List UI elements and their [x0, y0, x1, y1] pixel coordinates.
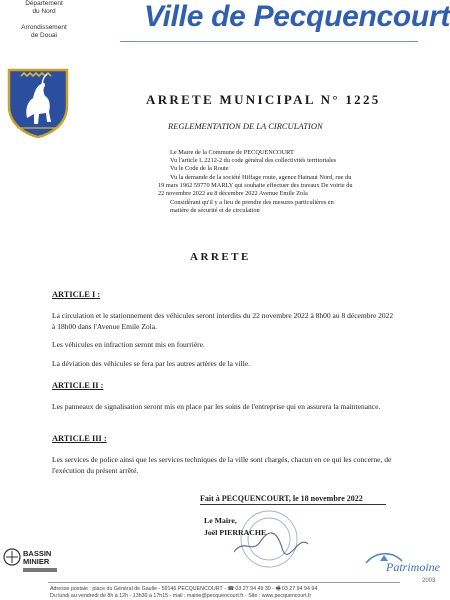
decree-subtitle: REGLEMENTATION DE LA CIRCULATION	[168, 121, 323, 131]
preamble-line: 22 novembre 2022 au 8 décembre 2022 Avenue Emile Zola	[158, 190, 308, 197]
article-paragraph: La circulation et le stationnement des véhicules seront interdits du 22 novembre 2022 à 8h00 au 8 décembre 2022 à 18h00 dans l'Avenue Emile Zola.	[52, 311, 394, 331]
decision-heading: ARRETE	[190, 251, 251, 263]
bassin-minier-text: MINIER	[23, 557, 50, 566]
department-line: de Douai	[30, 32, 58, 39]
department-line: Arrondissement	[21, 24, 67, 31]
signatory-role: Le Maire,	[204, 516, 237, 525]
signed-at-line: Fait à PECQUENCOURT, le 18 novembre 2022	[200, 494, 363, 503]
preamble-line: 19 mars 1962 59770 MARLY qui souhaite effectuer des travaux De voirie du	[158, 182, 353, 189]
decree-title: ARRETE MUNICIPAL N° 1225	[146, 92, 381, 107]
preamble-line: Le Maire de la Commune de PECQUENCOURT	[170, 149, 294, 156]
article-heading: ARTICLE II :	[52, 381, 104, 390]
footer-hours: Du lundi au vendredi de 8h à 12h - 13h30 à 17h15 - mail : mairie@pecquencourt.fr - Site : www.pecquencourt.fr	[50, 593, 312, 599]
footer-address: Adresse postale : place du Général de Gaulle - 59146 PECQUENCOURT - ☎ 03 27 94 49 30 - 🖷 03 27 94 94 94	[50, 586, 318, 592]
department-line	[0, 16, 88, 24]
town-name: Ville de Pecquencourt	[144, 0, 450, 33]
bassin-minier-text: BASSIN	[23, 549, 52, 558]
article-paragraph: Les véhicules en infraction seront mis en fourrière.	[52, 340, 205, 349]
patrimoine-text: Patrimoine	[386, 560, 440, 574]
article-heading: ARTICLE I :	[52, 290, 101, 299]
preamble-line: Considérant qu'il y a lieu de prendre des mesures particulières en	[170, 199, 334, 206]
patrimoine-logo	[362, 541, 448, 585]
patrimoine-year: 2003	[422, 578, 436, 584]
town-crest-icon	[7, 66, 69, 138]
header-divider	[120, 41, 418, 42]
article-paragraph: Les services de police ainsi que les services techniques de la ville sont chargés, chacun en ce qui les concerne, de l'exécution du présent arrêté.	[52, 455, 392, 475]
department-line: du Nord	[32, 8, 56, 15]
footer-divider	[48, 582, 400, 583]
signature-divider	[200, 504, 386, 505]
preamble-line: Vu la demande de la société Hiffage route, agence Hainaut Nord, rue du	[170, 174, 352, 181]
signatory-name: Joël PIERRACHE	[204, 528, 267, 537]
department-block	[0, 0, 88, 40]
article-paragraph: Les panneaux de signalisation seront mis en place par les soins de l'entreprise qui en assurera la maintenance.	[52, 402, 381, 411]
preamble-line: Vu le Code de la Route	[170, 165, 229, 172]
preamble-line: Vu l'article L 2212-2 du code général des collectivités territoriales	[170, 157, 337, 164]
preamble-line: matière de sécurité et de circulation	[170, 207, 260, 214]
official-stamp-icon	[224, 508, 314, 570]
bassin-minier-logo	[2, 545, 62, 581]
article-paragraph: La déviation des véhicules se fera par les autres artères de la ville.	[52, 359, 251, 368]
article-heading: ARTICLE III :	[52, 434, 107, 443]
department-line: Département	[25, 0, 63, 7]
